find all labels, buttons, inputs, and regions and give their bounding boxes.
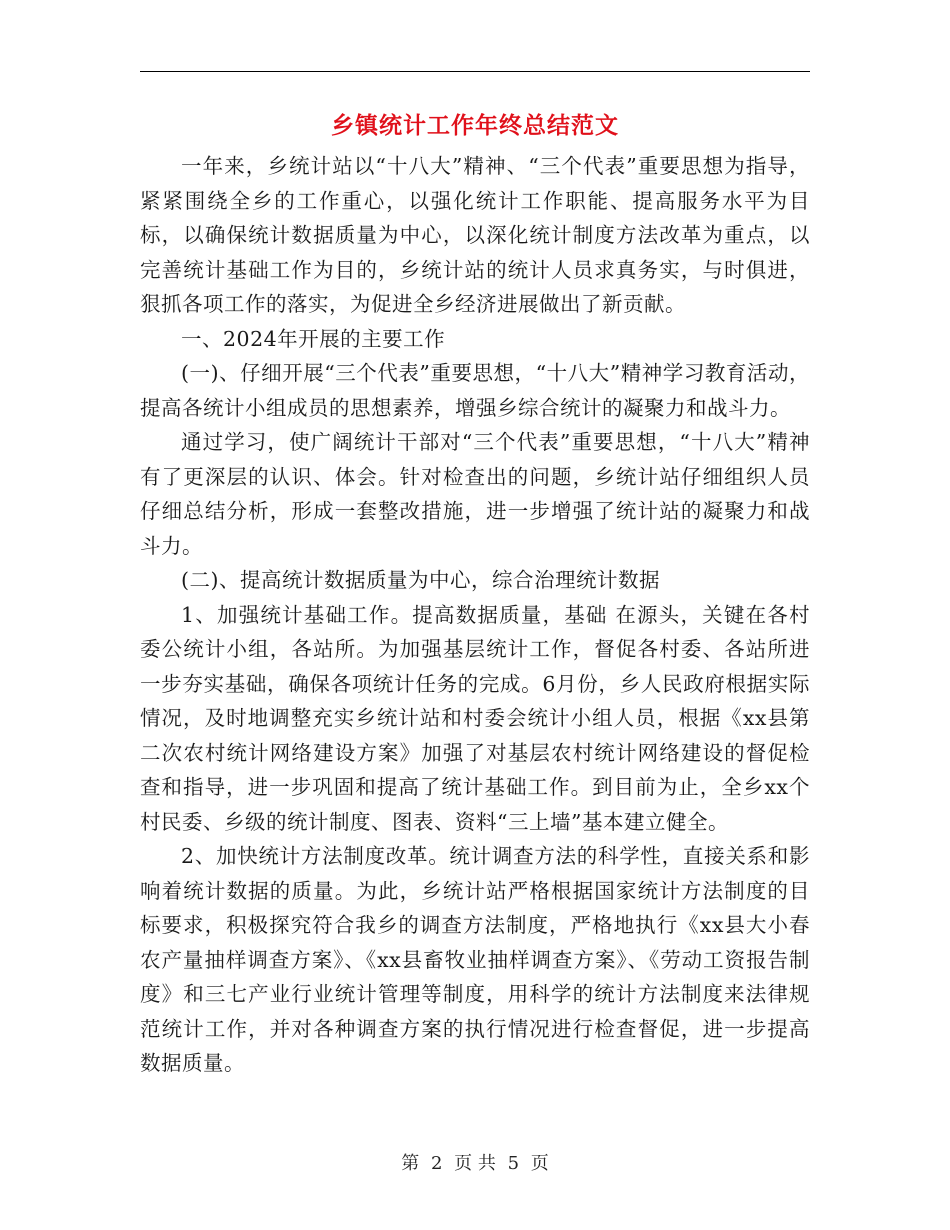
page-footer (0, 1152, 950, 1176)
paragraph-study-results: 通过学习，使广阔统计干部对“三个代表”重要思想，“十八大”精神有了更深层的认识、体会。针对检查出的问题，乡统计站仔细组织人员仔细总结分析，形成一套整改措施，进一步增强了统计站的凝聚力和战斗力。 (140, 430, 810, 558)
subsection-heading-1: (一)、仔细开展“三个代表”重要思想，“十八大”精神学习教育活动，提高各统计小组成员的思想素养，增强乡综合统计的凝聚力和战斗力。 (140, 361, 810, 420)
document-body (140, 149, 810, 1081)
paragraph-intro: 一年来，乡统计站以“十八大”精神、“三个代表”重要思想为指导，紧紧围绕全乡的工作重心，以强化统计工作职能、提高服务水平为目标，以确保统计数据质量为中心，以深化统计制度方法改革为重点，以完善统计基础工作为目的，乡统计站的统计人员求真务实，与时俱进，狠抓各项工作的落实，为促进全乡经济进展做出了新贡献。 (140, 154, 810, 316)
header-rule (140, 71, 810, 72)
document-title: 乡镇统计工作年终总结范文 (331, 112, 619, 139)
page-label-suffix: 页 (530, 1153, 549, 1174)
total-pages: 5 (507, 1153, 520, 1174)
page-number: 2 (430, 1153, 443, 1174)
page-label-middle: 页 共 (454, 1153, 496, 1174)
paragraph-item-1: 1、加强统计基础工作。提高数据质量，基础 在源头，关键在各村委公统计小组，各站所。为加强基层统计工作，督促各村委、各站所进一步夯实基础，确保各项统计任务的完成。6月份，乡人民政府根据实际情况，及时地调整充实乡统计站和村委会统计小组人员，根据《xx县第二次农村统计网络建设方案》加强了对基层农村统计网络建设的督促检查和指导，进一步巩固和提高了统计基础工作。到目前为止，全乡xx个村民委、乡级的统计制度、图表、资料“三上墙”基本建立健全。 (140, 602, 810, 834)
page-label-prefix: 第 (401, 1153, 420, 1174)
subsection-heading-2: (二)、提高统计数据质量为中心，综合治理统计数据 (181, 568, 660, 592)
section-heading-main-work: 一、2024年开展的主要工作 (181, 326, 446, 351)
paragraph-item-2: 2、加快统计方法制度改革。统计调查方法的科学性，直接关系和影响着统计数据的质量。为此，乡统计站严格根据国家统计方法制度的目标要求，积极探究符合我乡的调查方法制度，严格地执行《xx县大小春农产量抽样调查方案》、《xx县畜牧业抽样调查方案》、《劳动工资报告制度》和三七产业行业统计管理等制度，用科学的统计方法制度来法律规范统计工作，并对各种调查方案的执行情况进行检查督促，进一步提高数据质量。 (140, 844, 810, 1075)
